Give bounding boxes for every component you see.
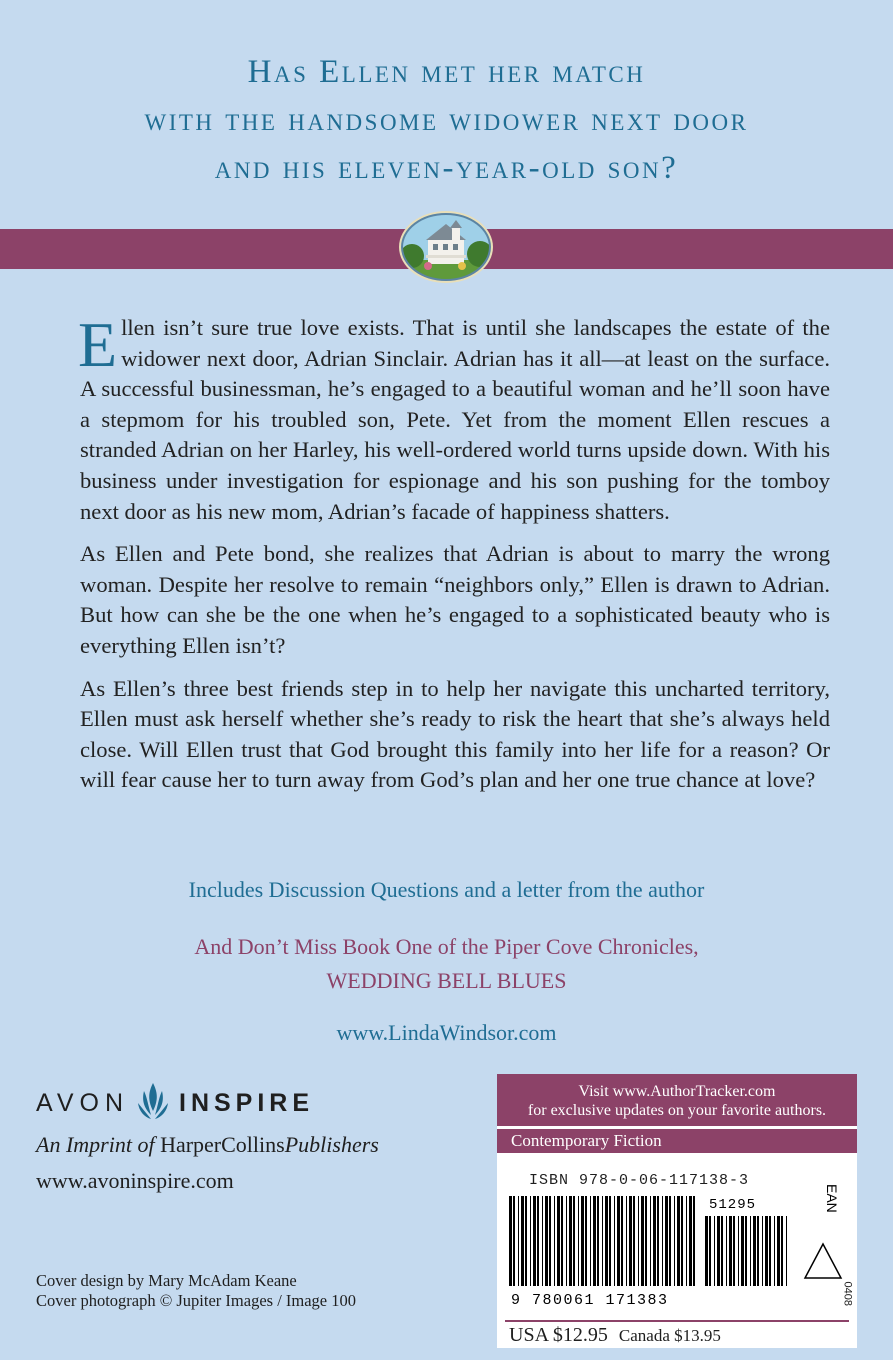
price-usa: USA $12.95 [509,1324,608,1346]
barcode-bar [590,1196,591,1286]
visit-line-1: Visit www.AuthorTracker.com [578,1083,776,1100]
barcode-bar [674,1196,675,1286]
dont-miss-line-2: WEDDING BELL BLUES [326,968,567,993]
ean-digits: 9 780061 171383 [511,1292,669,1309]
barcode-bar [665,1196,668,1286]
publisher-website[interactable]: www.avoninspire.com [36,1168,234,1193]
barcode-bar [777,1216,780,1286]
barcode-bar [762,1216,763,1286]
barcode-bar [765,1216,768,1286]
barcode-bar [677,1196,680,1286]
barcode-bar [509,1196,512,1286]
blurb-paragraph-1 [78,309,830,527]
barcode-bar [641,1196,644,1286]
dont-miss-line-1: And Don’t Miss Book One of the Piper Cove Chronicles, [194,934,699,959]
barcode-bar [769,1216,771,1286]
headline-line-1: Has Ellen met her match [247,54,646,90]
imprint-prefix: An Imprint of [36,1132,155,1157]
author-website[interactable]: www.LindaWindsor.com [336,1020,557,1045]
barcode-bar [705,1216,708,1286]
barcode-bar [693,1196,695,1286]
barcode-bar [738,1216,739,1286]
barcode-bar [542,1196,543,1286]
addon-barcode-bars [705,1216,787,1286]
publisher-inspire: INSPIRE [179,1088,315,1117]
cover-design-credit: Cover design by Mary McAdam Keane [36,1271,297,1290]
blurb-paragraph-2: As Ellen and Pete bond, she realizes that Adrian is about to marry the wrong woman. Despite her resolve to remain “neighbors only,” Ellen is drawn to Adrian. But how can she be the one when he’s engaged to a sophisticated beauty who is everything Ellen isn’t? [80,541,830,658]
drop-cap: E [78,309,118,380]
barcode-bar [530,1196,531,1286]
price-code: 51295 [709,1197,757,1213]
main-barcode-bars [509,1196,695,1286]
product-code: 0408 [841,1281,853,1306]
price-line [509,1324,721,1347]
price-separator [505,1320,849,1322]
includes-note: Includes Discussion Questions and a letter from the author [188,877,705,902]
barcode-bar [597,1196,599,1286]
barcode-bar [578,1196,579,1286]
barcode-bar [557,1196,560,1286]
barcode-bar [617,1196,620,1286]
barcode-bar [633,1196,635,1286]
barcode-bar [714,1216,715,1286]
imprint-line [36,1132,456,1158]
barcode-bar [545,1196,548,1286]
barcode-bar [662,1196,663,1286]
barcode-bar [753,1216,756,1286]
barcode-bar [602,1196,603,1286]
barcode-bar [593,1196,596,1286]
barcode-bar [781,1216,783,1286]
barcode-bar [537,1196,539,1286]
headline [0,48,893,192]
barcode-bar [681,1196,683,1286]
barcode-bar [729,1216,732,1286]
barcode-bar [689,1196,692,1286]
barcode-bar [709,1216,711,1286]
barcode-bar [657,1196,659,1286]
barcode-bar [726,1216,727,1286]
barcode-bar [581,1196,584,1286]
barcode-bar [549,1196,551,1286]
blurb [78,309,830,808]
blurb-paragraph-1-text: llen isn’t sure true love exists. That is until she landscapes the estate of the widower next door, Adrian Sinclair. Adrian has it all—at least on the surface. A successful businessman, he’s engaged to a beautiful woman and he’ll soon have a stepmom for his troubled son, Pete. Yet from the moment Ellen rescues a stranded Adrian on her Harley, his well-ordered world turns upside down. With his business under investigation for espionage and his son pushing for the tomboy next door as his new mom, Adrian’s facade of happiness shatters. [80,315,830,524]
barcode-bar [653,1196,656,1286]
barcode-bar [733,1216,735,1286]
house-illustration-icon [398,210,494,284]
barcode-bar [566,1196,567,1286]
barcode-bar [786,1216,787,1286]
headline-line-3: and his eleven-year-old son? [214,150,679,186]
barcode-bar [629,1196,632,1286]
barcode-bar [669,1196,671,1286]
imprint-name: HarperCollins [160,1132,285,1157]
headline-line-2: with the handsome widower next door [144,102,749,138]
barcode-bar [569,1196,572,1286]
barcode-bar [533,1196,536,1286]
imprint-suffix: Publishers [284,1132,379,1157]
isbn-number: ISBN 978-0-06-117138-3 [529,1172,750,1189]
genre-label: Contemporary Fiction [497,1129,857,1153]
visit-line-2: for exclusive updates on your favorite authors. [527,1102,827,1119]
barcode-bar [525,1196,527,1286]
barcode-bar [774,1216,775,1286]
barcode-bar [757,1216,759,1286]
barcode-bar [721,1216,723,1286]
barcode-bar [554,1196,555,1286]
barcode-bar [745,1216,747,1286]
barcode-bar [686,1196,687,1286]
barcode-graphic [497,1074,857,1320]
barcode-bar [585,1196,587,1286]
ean-label: EAN [824,1184,840,1213]
retail-box [497,1074,857,1348]
barcode-bar [609,1196,611,1286]
barcode-bar [650,1196,651,1286]
barcode-bar [561,1196,563,1286]
barcode-bar [741,1216,744,1286]
flame-logo-icon [135,1081,171,1125]
blurb-paragraph-3: As Ellen’s three best friends step in to help her navigate this uncharted territory, Ellen must ask herself whether she’s ready to risk the heart that she’s always held close. Will Ellen trust that God brought this family into her life for a reason? Or will fear cause her to turn away from God’s plan and her one true chance at love? [80,675,830,793]
barcode-bar [573,1196,575,1286]
barcode-bar [717,1216,720,1286]
barcode-bar [638,1196,639,1286]
publisher-block [36,1080,456,1194]
cover-credits [36,1271,356,1311]
barcode-bar [750,1216,751,1286]
triangle-mark-icon [805,1244,841,1278]
barcode-bar [626,1196,627,1286]
barcode-bar [521,1196,524,1286]
publisher-avon: AVON [36,1088,129,1117]
cover-photo-credit: Cover photograph © Jupiter Images / Image 100 [36,1291,357,1310]
barcode-bar [645,1196,647,1286]
barcode-bar [614,1196,615,1286]
price-canada: Canada $13.95 [618,1326,721,1345]
barcode-bar [518,1196,519,1286]
barcode-bar [513,1196,515,1286]
barcode-bar [605,1196,608,1286]
barcode-bar [621,1196,623,1286]
